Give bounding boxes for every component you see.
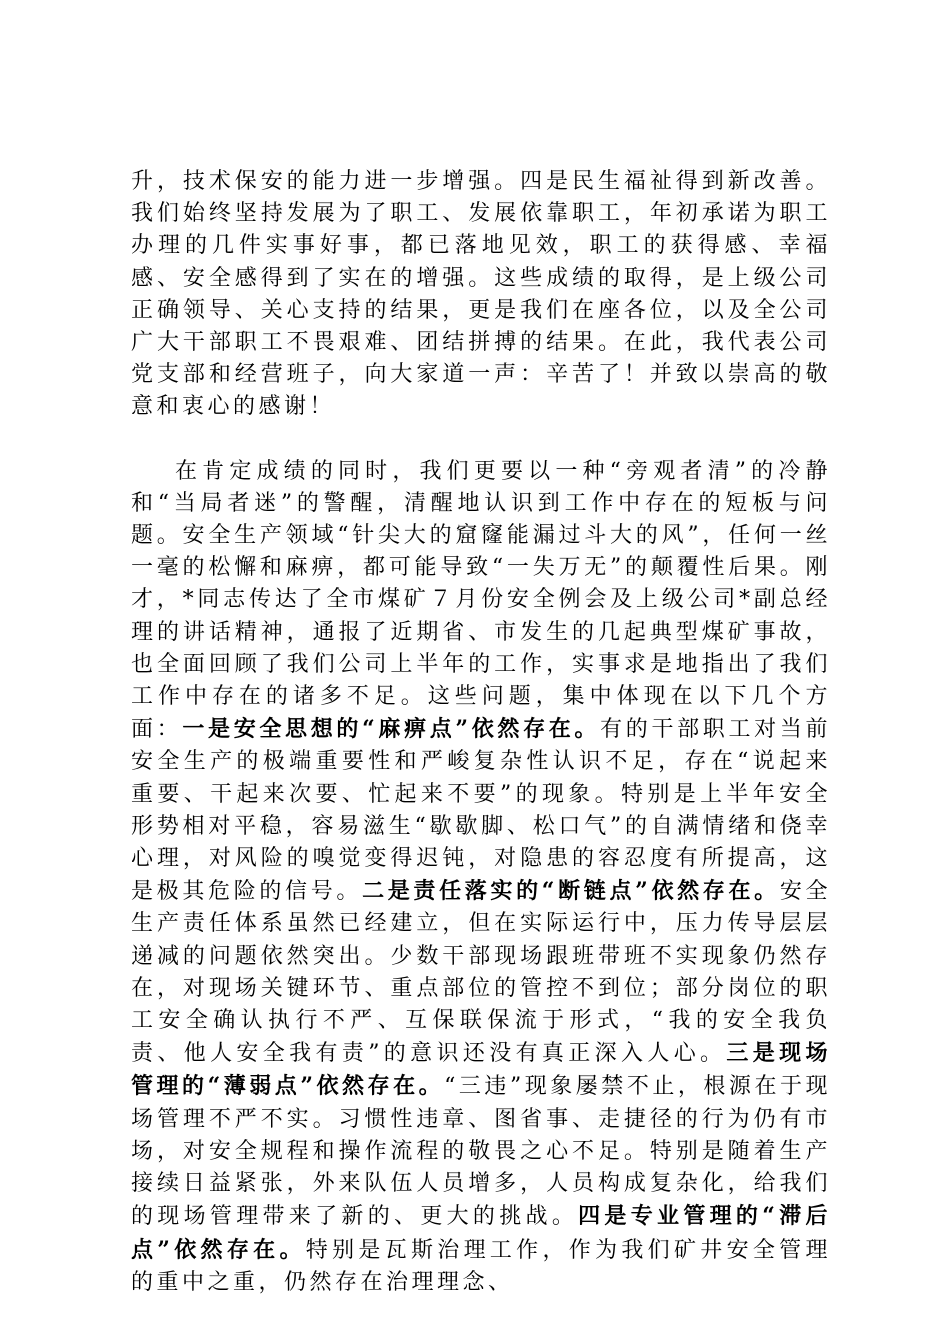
point3-heading: 三是现场管理的“薄弱点”依然存在。 bbox=[131, 1040, 831, 1100]
paragraph-achievements: 升，技术保安的能力进一步增强。四是民生福祉得到新改善。我们始终坚持发展为了职工、发展依靠职工，年初承诺为职工办理的几件实事好事，都已落地见效，职工的获得感、幸福感、安全感得到了实在的增强。这些成绩的取得，是上级公司正确领导、关心支持的结果，更是我们在座各位，以及全公司广大干部职工不畏艰难、团结拼搏的结果。在此，我代表公司党支部和经营班子，向大家道一声：辛苦了！并致以崇高的敬意和衷心的感谢！ bbox=[131, 169, 831, 420]
point1-text: 有的干部职工对当前安全生产的极端重要性和严峻复杂性认识不足，存在“说起来重要、干起来次要、忙起来不要”的现象。特别是上半年安全形势相对平稳，容易滋生“歇歇脚、松口气”的自满情绪和侥幸心理，对风险的嗅觉变得迟钝，对隐患的容忍度有所提高，这是极其危险的信号。 bbox=[131, 717, 831, 905]
paragraph-problems-intro: 在肯定成绩的同时，我们更要以一种“旁观者清”的冷静和“当局者迷”的警醒，清醒地认识到工作中存在的短板与问题。安全生产领域“针尖大的窟窿能漏过斗大的风”，任何一丝一毫的松懈和麻痹，都可能导致“一失万无”的颠覆性后果。刚才，*同志传达了全市煤矿７月份安全例会及上级公司*副总经理的讲话精神，通报了近期省、市发生的几起典型煤矿事故，也全面回顾了我们公司上半年的工作，实事求是地指出了我们工作中存在的诸多不足。这些问题，集中体现在以下几个方面： bbox=[131, 458, 831, 743]
point4-text: 特别是瓦斯治理工作，作为我们矿井安全管理的重中之重，仍然存在治理理念、 bbox=[131, 1237, 831, 1295]
paragraph-problems bbox=[131, 456, 831, 1299]
document-page bbox=[131, 166, 831, 1299]
point3-text: “三违”现象屡禁不止，根源在于现场管理不严不实。习惯性违章、图省事、走捷径的行为仍有市场，对安全规程和操作流程的敬畏之心不足。特别是随着生产接续日益紧张，外来队伍人员增多，人员构成复杂化，给我们的现场管理带来了新的、更大的挑战。 bbox=[131, 1074, 832, 1230]
point4-heading: 四是专业管理的“滞后点”依然存在。 bbox=[131, 1203, 831, 1263]
point2-text: 安全生产责任体系虽然已经建立，但在实际运行中，压力传导层层递减的问题依然突出。少数干部现场跟班带班不实现象仍然存在，对现场关键环节、重点部位的管控不到位；部分岗位的职工安全确认执行不严、互保联保流于形式，“我的安全我负责、他人安全我有责”的意识还没有真正深入人心。 bbox=[131, 879, 831, 1067]
point1-heading: 一是安全思想的“麻痹点”依然存在。 bbox=[182, 716, 601, 743]
point2-heading: 二是责任落实的“断链点”依然存在。 bbox=[362, 878, 780, 905]
